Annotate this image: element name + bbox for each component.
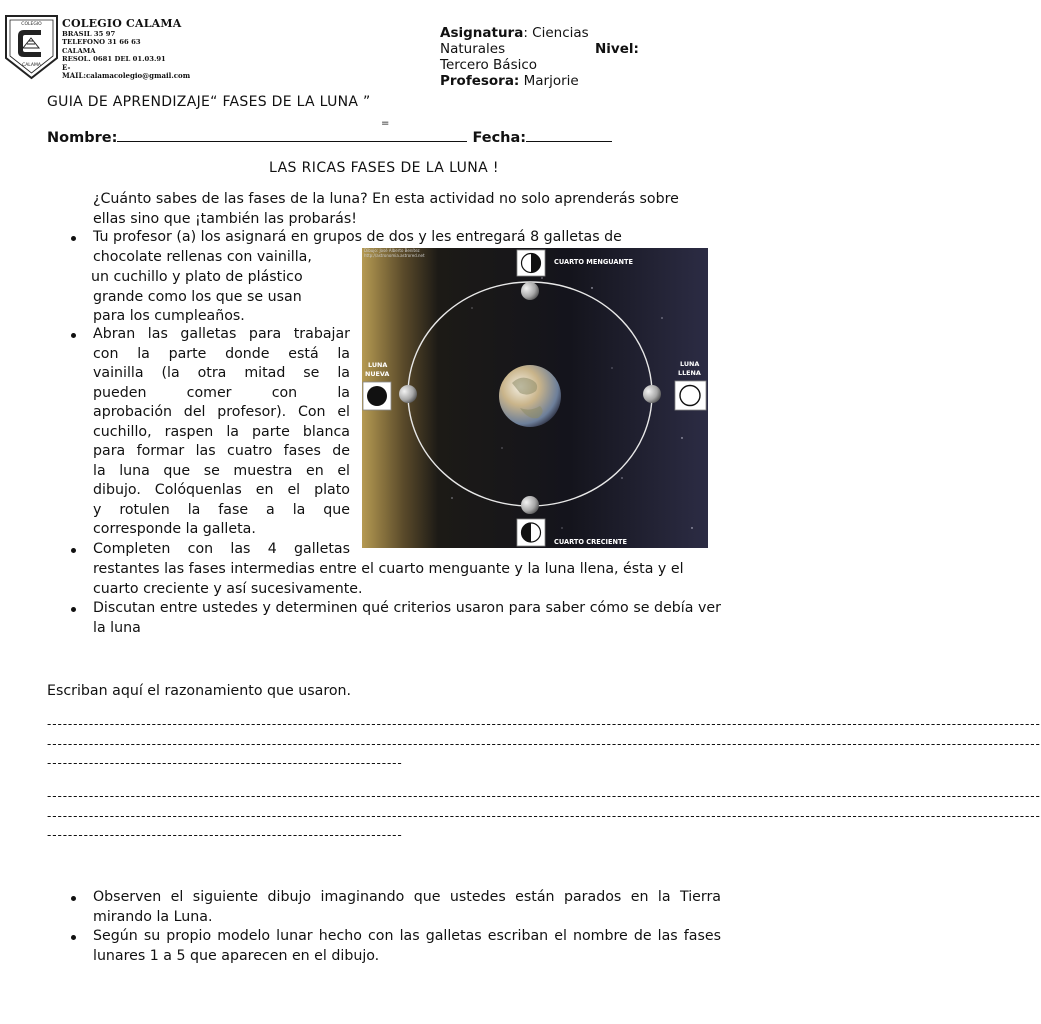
name-date-line (47, 127, 612, 146)
stray-mark: = (381, 118, 390, 129)
label-luna-llena-2: LLENA (678, 369, 701, 377)
name-field[interactable] (117, 127, 467, 142)
diagram-credit: Dibujo: José Alberto Benítez (364, 248, 420, 253)
bullet-dot (71, 548, 76, 553)
bullet-2-line: para formar las cuatro fases de (93, 443, 350, 459)
school-logo (4, 14, 59, 80)
moon-phases-diagram (362, 248, 708, 548)
bullet-2-block (93, 325, 350, 540)
bullet-2-line: la luna que se muestra en el (93, 462, 350, 479)
school-email: calamacolegio@gmail.com (85, 71, 191, 81)
answer-line[interactable]: ---------------------------------------------------------------------------------------------------------------------------------------------------------------------------------------------- (47, 789, 1041, 803)
moon-bottom (521, 496, 539, 514)
name-label: Nombre: (47, 130, 118, 146)
diagram-credit-url: http://astronomia.astrored.net (364, 253, 425, 258)
answer-line[interactable]: -------------------------------------------------------------------- (47, 828, 403, 842)
answer-line[interactable]: ---------------------------------------------------------------------------------------------------------------------------------------------------------------------------------------------- (47, 717, 1041, 731)
bullet-3-line-1: Completen con las 4 galletas (93, 541, 350, 557)
bullet-2-line: y rotulen la fase a la que (93, 501, 350, 518)
date-label: Fecha: (472, 130, 527, 146)
teacher-label: Profesora: (440, 73, 520, 89)
subject-box (440, 25, 680, 89)
bullet-2-line: pueden comer con la (93, 384, 350, 401)
bullet-dot (71, 607, 76, 612)
bullet-2-line: aprobación del profesor). Con el (93, 404, 350, 420)
teacher-value: Marjorie (523, 73, 579, 89)
bullet-6-text: Según su propio modelo lunar hecho con las galletas escriban el nombre de las fases lunares 1 a 5 que aparecen en el dibujo. (93, 928, 721, 964)
section-heading: LAS RICAS FASES DE LA LUNA ! (269, 160, 499, 176)
school-email-line (62, 64, 192, 81)
subject-label: Asignatura (440, 25, 524, 41)
label-luna-nueva-1: LUNA (368, 361, 388, 369)
answer-line[interactable]: ---------------------------------------------------------------------------------------------------------------------------------------------------------------------------------------------- (47, 809, 1041, 823)
school-phone: TELEFONO 31 66 63 (62, 38, 141, 47)
school-address: BRASIL 35 97 (62, 30, 116, 38)
bullet-2-line: corresponde la galleta. (93, 521, 256, 537)
bullet-2-line: cuchillo, raspen la parte blanca (93, 423, 350, 440)
answer-line[interactable]: -------------------------------------------------------------------- (47, 756, 403, 770)
label-cuarto-menguante: CUARTO MENGUANTE (554, 258, 634, 266)
label-cuarto-creciente: CUARTO CRECIENTE (554, 538, 628, 546)
date-field[interactable] (526, 127, 612, 142)
school-resolution: RESOL. 0681 DEL 01.03.91 (62, 55, 166, 64)
subject-value-2: Naturales (440, 41, 506, 57)
moon-left (399, 385, 417, 403)
bullet-dot (71, 896, 76, 901)
bullet-2-line: Abran las galletas para trabajar (93, 326, 350, 342)
intro-paragraph: ¿Cuánto sabes de las fases de la luna? En esta actividad no solo aprenderás sobre ellas sino que ¡también las probarás! (93, 191, 679, 227)
bullet-1-line-1: Tu profesor (a) los asignará en grupos de dos y les entregará 8 galletas de (93, 229, 622, 245)
bullet-5-text: Observen el siguiente dibujo imaginando que ustedes están parados en la Tierra mirando la Luna. (93, 889, 721, 925)
answer-line[interactable]: ---------------------------------------------------------------------------------------------------------------------------------------------------------------------------------------------- (47, 737, 1041, 751)
label-luna-llena-1: LUNA (680, 360, 700, 368)
bullet-2-line: con la parte donde está la (93, 345, 350, 362)
email-label: E-MAIL: (62, 62, 86, 81)
school-name: COLEGIO CALAMA (62, 17, 182, 30)
bullet-1-line-3: un cuchillo y plato de plástico (91, 269, 303, 285)
label-luna-nueva-2: NUEVA (365, 370, 390, 378)
logo-top-text: COLEGIO (21, 22, 42, 27)
bullet-dot (71, 236, 76, 241)
bullet-1-line-2: chocolate rellenas con vainilla, (93, 249, 312, 265)
bullet-1-line-4: grande como los que se usan (93, 289, 302, 305)
bullet-3-rest: restantes las fases intermedias entre el cuarto menguante y la luna llena, ésta y el cuarto creciente y así sucesivamente. (93, 561, 684, 597)
subject-value: : Ciencias (523, 25, 589, 41)
bullet-4-text: Discutan entre ustedes y determinen qué criterios usaron para saber cómo se debía ver la luna (93, 600, 721, 636)
bullet-dot (71, 333, 76, 338)
level-label: Nivel: (595, 41, 639, 57)
bullet-2-line: dibujo. Colóquenlas en el plato (93, 482, 350, 498)
moon-right (643, 385, 661, 403)
bullet-1-line-5: para los cumpleaños. (93, 308, 245, 324)
guide-title: GUIA DE APRENDIZAJE“ FASES DE LA LUNA ” (47, 94, 371, 110)
bullet-2-line: vainilla (la otra mitad se la (93, 365, 350, 381)
earth (499, 365, 561, 427)
reasoning-prompt: Escriban aquí el razonamiento que usaron. (47, 683, 352, 699)
logo-bottom-text: CALAMA (22, 63, 41, 68)
school-info (62, 18, 192, 80)
school-city: CALAMA (62, 46, 96, 55)
bullet-dot (71, 935, 76, 940)
level-value: Tercero Básico (440, 57, 538, 73)
moon-top (521, 282, 539, 300)
